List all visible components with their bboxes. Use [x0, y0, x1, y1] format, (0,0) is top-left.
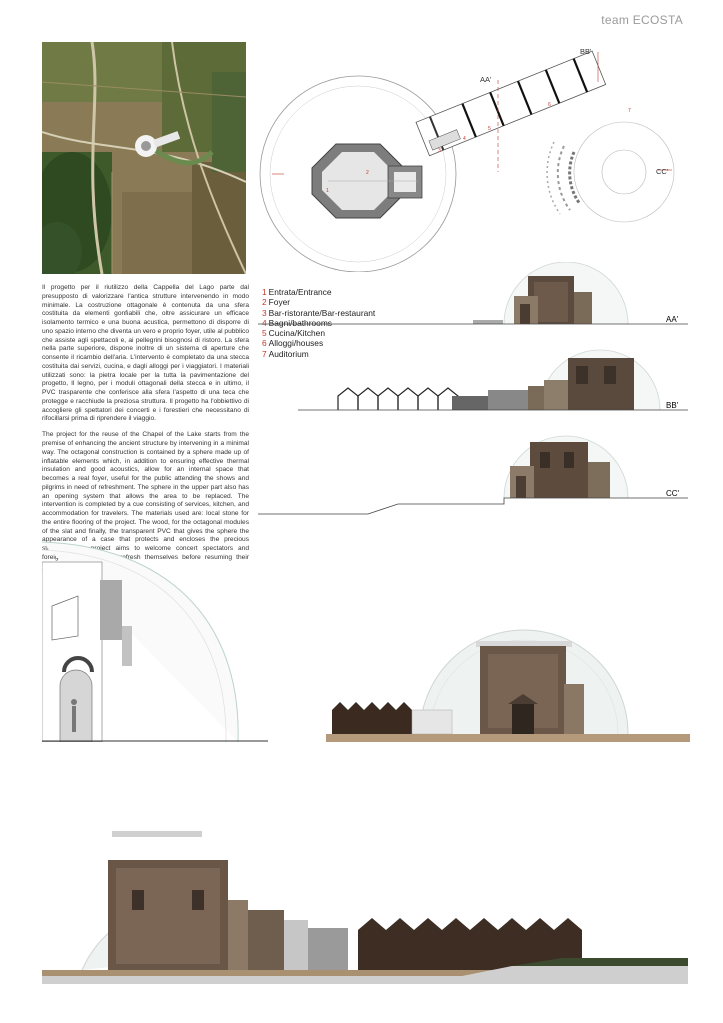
- floor-plan-drawing: [258, 42, 688, 272]
- aerial-photo-drawing: [42, 42, 246, 274]
- description-english: The project for the reuse of the Chapel of the Lake starts from the premise of enhancing the ancient structure by intervening in a minimal way. The octagonal construction is contained by a sphere made up of inflatable elements which, in addition to ensuring effective thermal insulation and good acoustics, allow for an internal space that becomes a real foyer, useful for the public attending the shows and pilgrims in need of refreshment. The sphere in the upper part also has an opening system that allows the area to be replaced. The intervention is completed by a cue consisting of services, kitchen, and accommodation for travelers. The materials used are: local stone for the entire flooring of the project. The wood, for the octagonal modules of the slat and finally, the transparent PVC that gives the sphere the appearance of a case that protects and encloses the precious project aims to welcome concert spectators and foreigners refresh themselves before resuming their: [42, 431, 249, 561]
- legend-num: 6: [262, 338, 267, 349]
- section-bb-label: BB': [666, 401, 679, 410]
- plan-room-6: 6: [548, 102, 551, 108]
- plan-room-7: 7: [628, 108, 631, 114]
- aerial-photo: [42, 42, 246, 274]
- section-bb-drawing: [258, 340, 688, 420]
- legend-num: 2: [262, 297, 267, 308]
- detail-section: [42, 536, 268, 742]
- legend-num: 3: [262, 307, 267, 318]
- elevation-front-drawing: [326, 584, 690, 748]
- legend-label: Cucina/Kitchen: [268, 328, 326, 338]
- elevation-side: [42, 820, 688, 1000]
- section-aa: [258, 262, 688, 334]
- legend-label: Bagni/bathrooms: [268, 317, 332, 328]
- legend-label: Foyer: [268, 297, 291, 308]
- detail-section-drawing: [42, 536, 268, 742]
- section-cc-label: CC': [666, 489, 680, 498]
- section-aa-label: AA': [666, 315, 679, 324]
- legend-num: 5: [262, 328, 267, 338]
- description-text: [42, 284, 249, 579]
- plan-room-5: 5: [488, 126, 491, 132]
- plan-room-4: 4: [463, 136, 466, 142]
- team-label: team ECOSTA: [601, 13, 683, 27]
- legend-label: Entrata/Entrance: [268, 287, 332, 297]
- description-italian: Il progetto per il riutilizzo della Cappella del Lago parte dal presupposto di valorizzare l'antica strutture intervenendo in modo minimale. La costruzione ottagonale è contenuta da una sfera costituita da elementi gonfiabili che, oltre assicurare un efficace isolamento termico e una buona acustica, permettono di disporre di uno spazio interno che diventa un vero e proprio foyer, utile al pubblico che assiste agli spettacoli e, ai pellegrini bisognosi di ristoro. La sfera nella parte superiore, dispone inoltre di un sistema di aperture che consente il ricambio dell'aria. L'intervento è completato da una stecca costituita dai servizi, cucina, e dagli alloggi per i viaggiatori. I materiali utilizzati sono: la pietra locale per la tutta la pavimentazione del progetto, Il legno, per i moduli ottagonali della stecca e in ultimo, il PVC trasparente che conferisce alla sfera l'aspetto di una teca che protegge e racchiude la preziosa struttura. Il progetto ha l'obbiettivo di accogliere gli spettatori dei concerti e i forestieri che necessitano di rifocillarsi prima di riprendere il viaggio.: [42, 284, 249, 423]
- elevation-front: [326, 584, 690, 748]
- section-bb: [258, 340, 688, 420]
- legend-num: 1: [262, 287, 267, 297]
- legend-num: 7: [262, 348, 267, 359]
- legend-num: 4: [262, 317, 267, 328]
- plan-mark-cc: CC': [656, 167, 669, 176]
- legend-label: Bar-ristorante/Bar-restaurant: [268, 307, 376, 318]
- plan-mark-bb: BB': [580, 47, 592, 56]
- plan-room-1: 1: [326, 188, 329, 194]
- section-aa-drawing: [258, 262, 688, 334]
- plan-room-2: 2: [366, 170, 369, 176]
- plan-room-3: 3: [438, 148, 441, 154]
- elevation-side-drawing: [42, 820, 688, 1000]
- legend-label: Auditorium: [268, 348, 309, 359]
- legend-label: Alloggi/houses: [268, 338, 324, 349]
- plan-mark-aa: AA': [480, 75, 492, 84]
- section-cc-drawing: [258, 428, 688, 520]
- floor-plan: [258, 42, 688, 272]
- section-cc: [258, 428, 688, 520]
